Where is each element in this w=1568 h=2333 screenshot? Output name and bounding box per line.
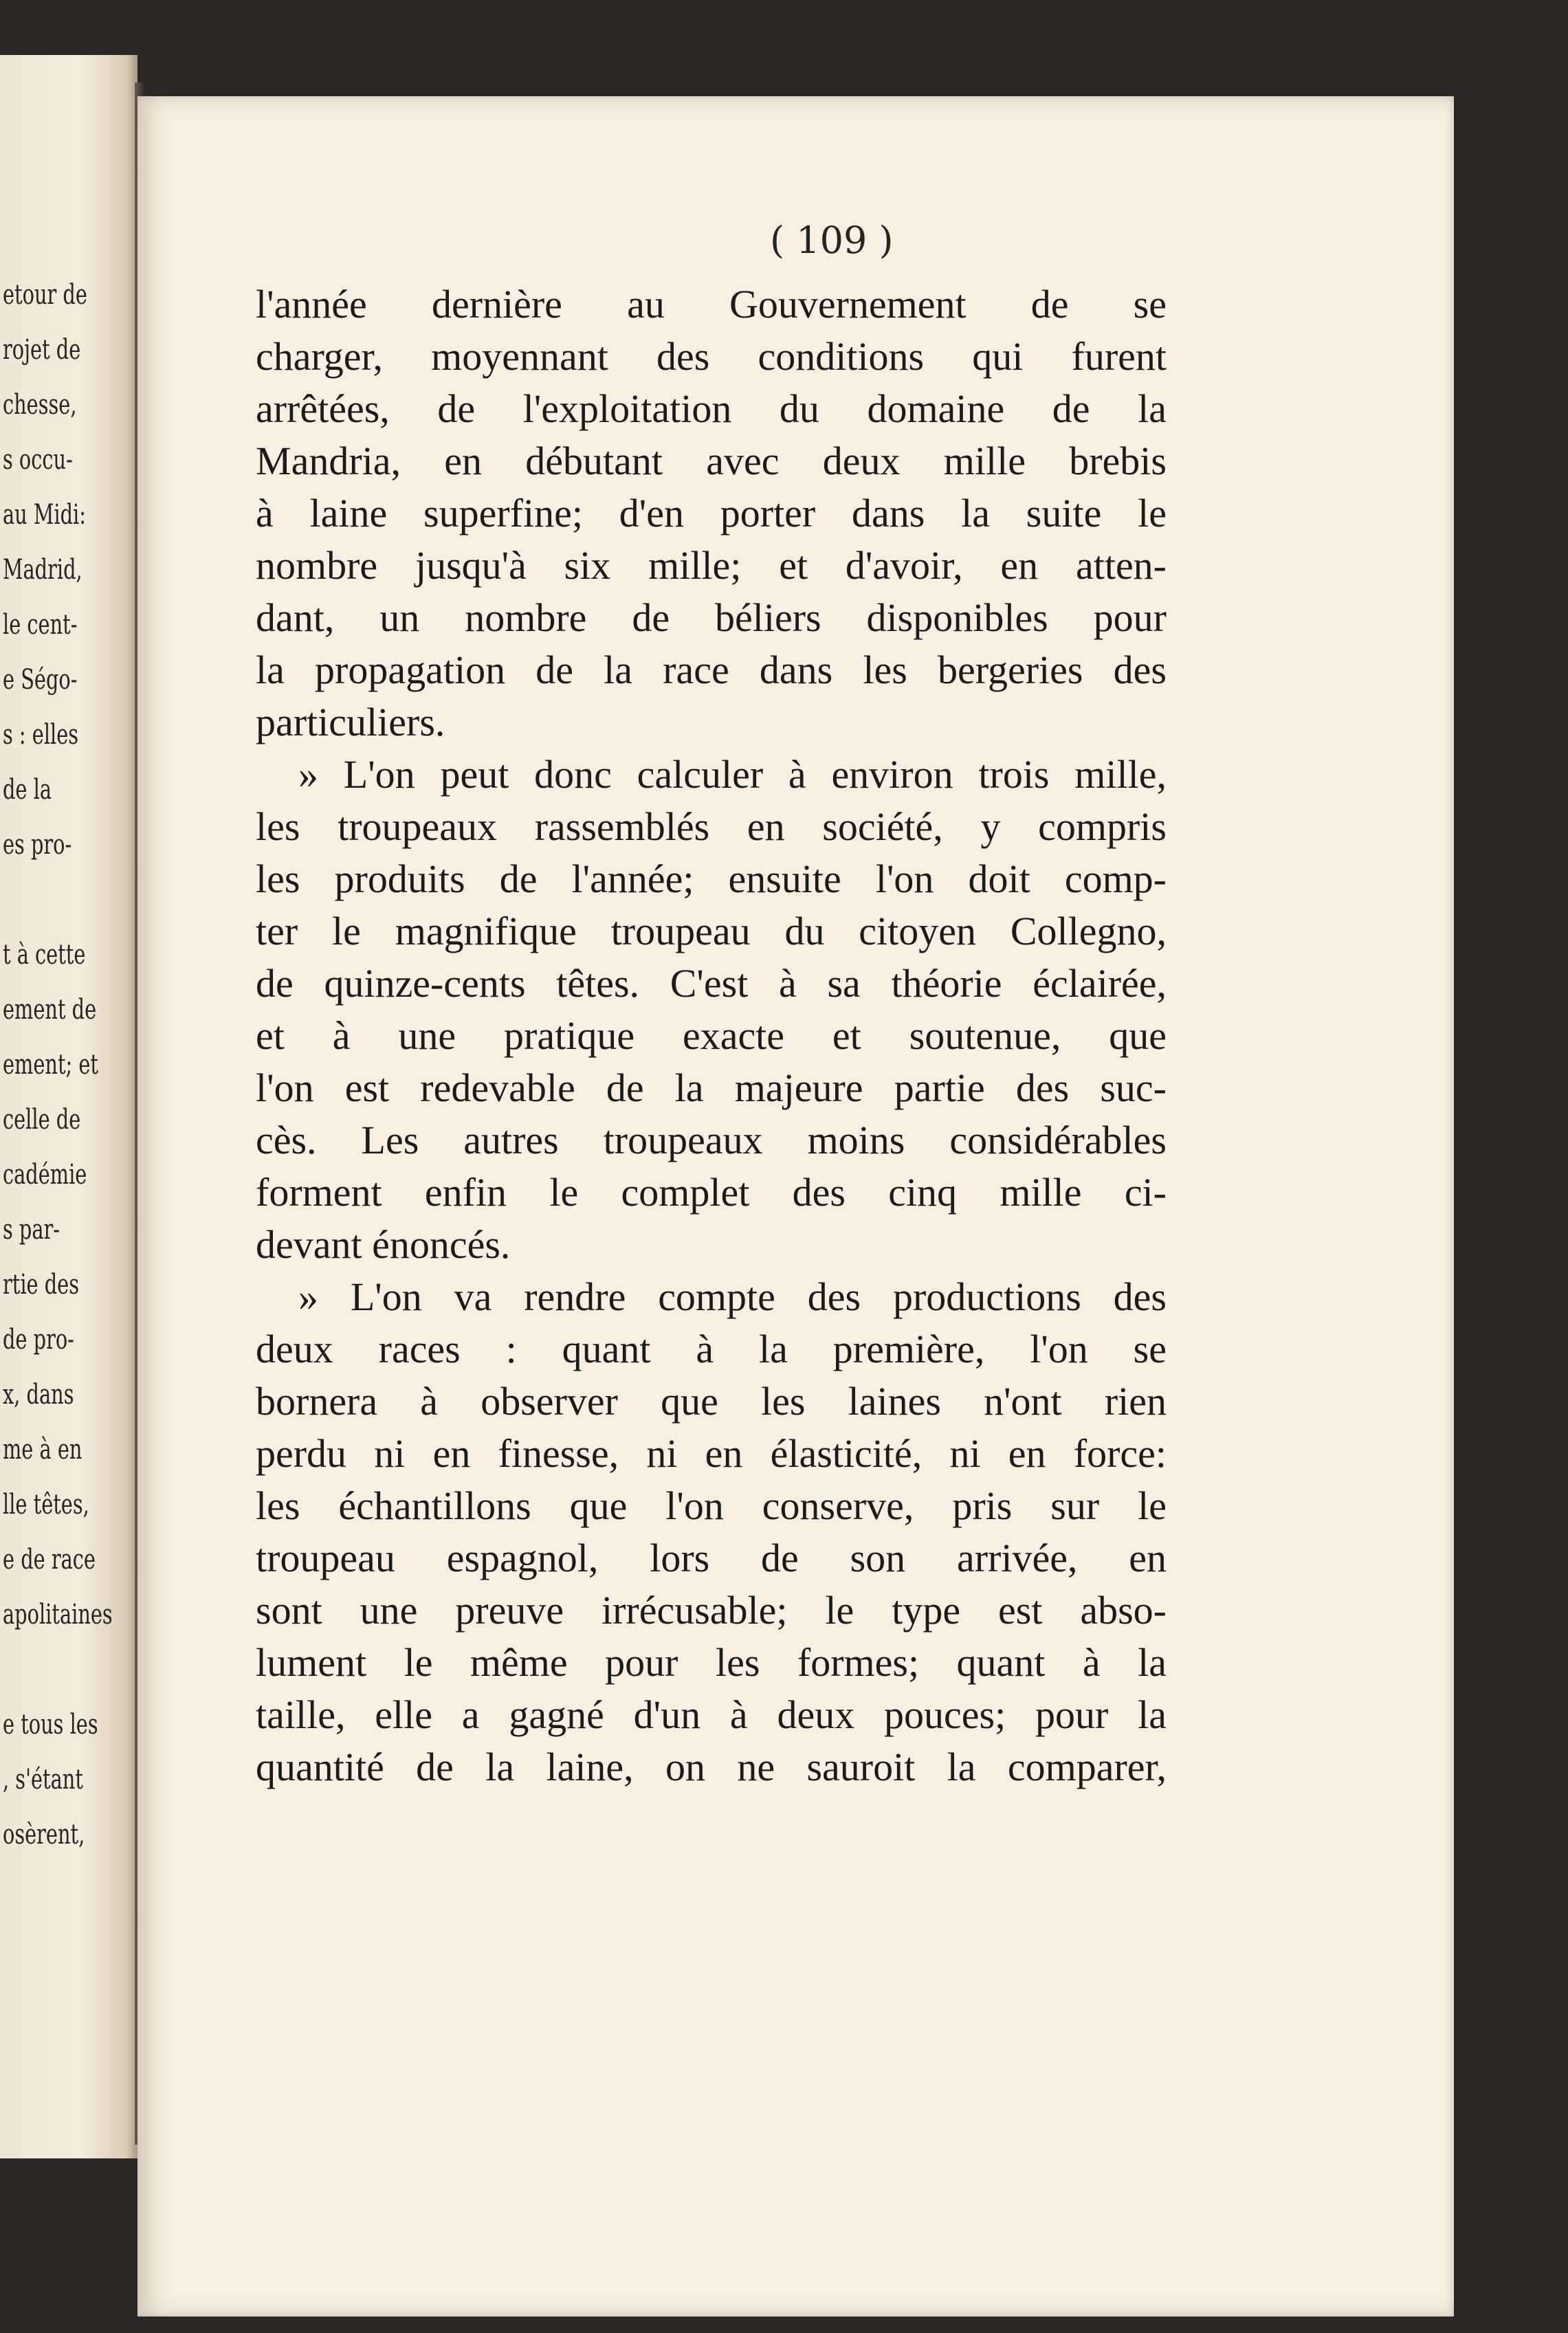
left-line: s occu- [3,444,73,476]
left-line: x, dans [3,1379,74,1411]
page-text [256,278,1167,1793]
text-line: de quinze-cents têtes. C'est à sa théorie éclairée, [256,961,1167,1006]
text-line: l'on est redevable de la majeure partie des suc- [256,1065,1167,1110]
text-line: Mandria, en débutant avec deux mille brebis [256,439,1167,483]
text-line: arrêtées, de l'exploitation du domaine de la [256,386,1167,431]
left-line: osèrent, [3,1819,85,1850]
left-line: me à en [3,1434,82,1466]
left-line: celle de [3,1104,81,1136]
text-line: quantité de la laine, on ne sauroit la comparer, [256,1745,1167,1789]
left-line: ement de [3,994,97,1026]
text-line: sont une preuve irrécusable; le type est abso- [256,1588,1167,1633]
left-line: e de race [3,1544,96,1575]
left-line: ement; et [3,1049,98,1081]
text-line: » L'on va rendre compte des productions des [298,1274,1167,1319]
left-line: lle têtes, [3,1489,89,1521]
left-line: es pro- [3,829,72,861]
text-line: bornera à observer que les laines n'ont rien [256,1379,1167,1424]
text-line: » L'on peut donc calculer à environ trois mille, [298,752,1167,797]
text-line: charger, moyennant des conditions qui furent [256,334,1167,379]
text-line: ter le magnifique troupeau du citoyen Collegno, [256,909,1167,953]
left-line: , s'étant [3,1764,83,1795]
left-line: le cent- [3,609,78,641]
text-line: devant énoncés. [256,1222,511,1267]
text-line: perdu ni en finesse, ni en élasticité, ni en force: [256,1431,1167,1476]
text-line: l'année dernière au Gouvernement de se [256,282,1167,327]
text-line: à laine superfine; d'en porter dans la suite le [256,491,1167,535]
left-line: rtie des [3,1269,80,1301]
left-line: cadémie [3,1159,87,1191]
text-line: la propagation de la race dans les bergeries des [256,648,1167,692]
text-line: les échantillons que l'on conserve, pris sur le [256,1483,1167,1528]
text-line: taille, elle a gagné d'un à deux pouces; pour la [256,1692,1167,1737]
left-line: etour de [3,279,87,311]
left-line: s : elles [3,719,79,751]
text-line: forment enfin le complet des cinq mille ci- [256,1170,1167,1215]
left-line: e Ségo- [3,664,78,696]
text-line: dant, un nombre de béliers disponibles pour [256,595,1167,640]
text-line: deux races : quant à la première, l'on se [256,1327,1167,1371]
left-line: e tous les [3,1709,98,1740]
left-line: apolitaines [3,1599,113,1630]
left-line: au Midi: [3,499,86,531]
text-line: lument le même pour les formes; quant à la [256,1640,1167,1685]
left-line: Madrid, [3,554,82,586]
left-page-fragment [0,55,137,2158]
page-number: ( 109 ) [770,219,894,262]
text-line: les produits de l'année; ensuite l'on doit comp- [256,856,1167,901]
text-line: cès. Les autres troupeaux moins considérables [256,1118,1167,1162]
left-line: rojet de [3,334,81,366]
left-line: de la [3,774,52,806]
text-line: les troupeaux rassemblés en société, y compris [256,804,1167,849]
left-line: t à cette [3,939,86,971]
left-line: de pro- [3,1324,74,1356]
text-line: particuliers. [256,700,445,744]
text-line: et à une pratique exacte et soutenue, que [256,1013,1167,1058]
text-line: nombre jusqu'à six mille; et d'avoir, en atten- [256,543,1167,588]
left-line: s par- [3,1214,60,1246]
text-line: troupeau espagnol, lors de son arrivée, en [256,1536,1167,1580]
left-line: chesse, [3,389,77,421]
